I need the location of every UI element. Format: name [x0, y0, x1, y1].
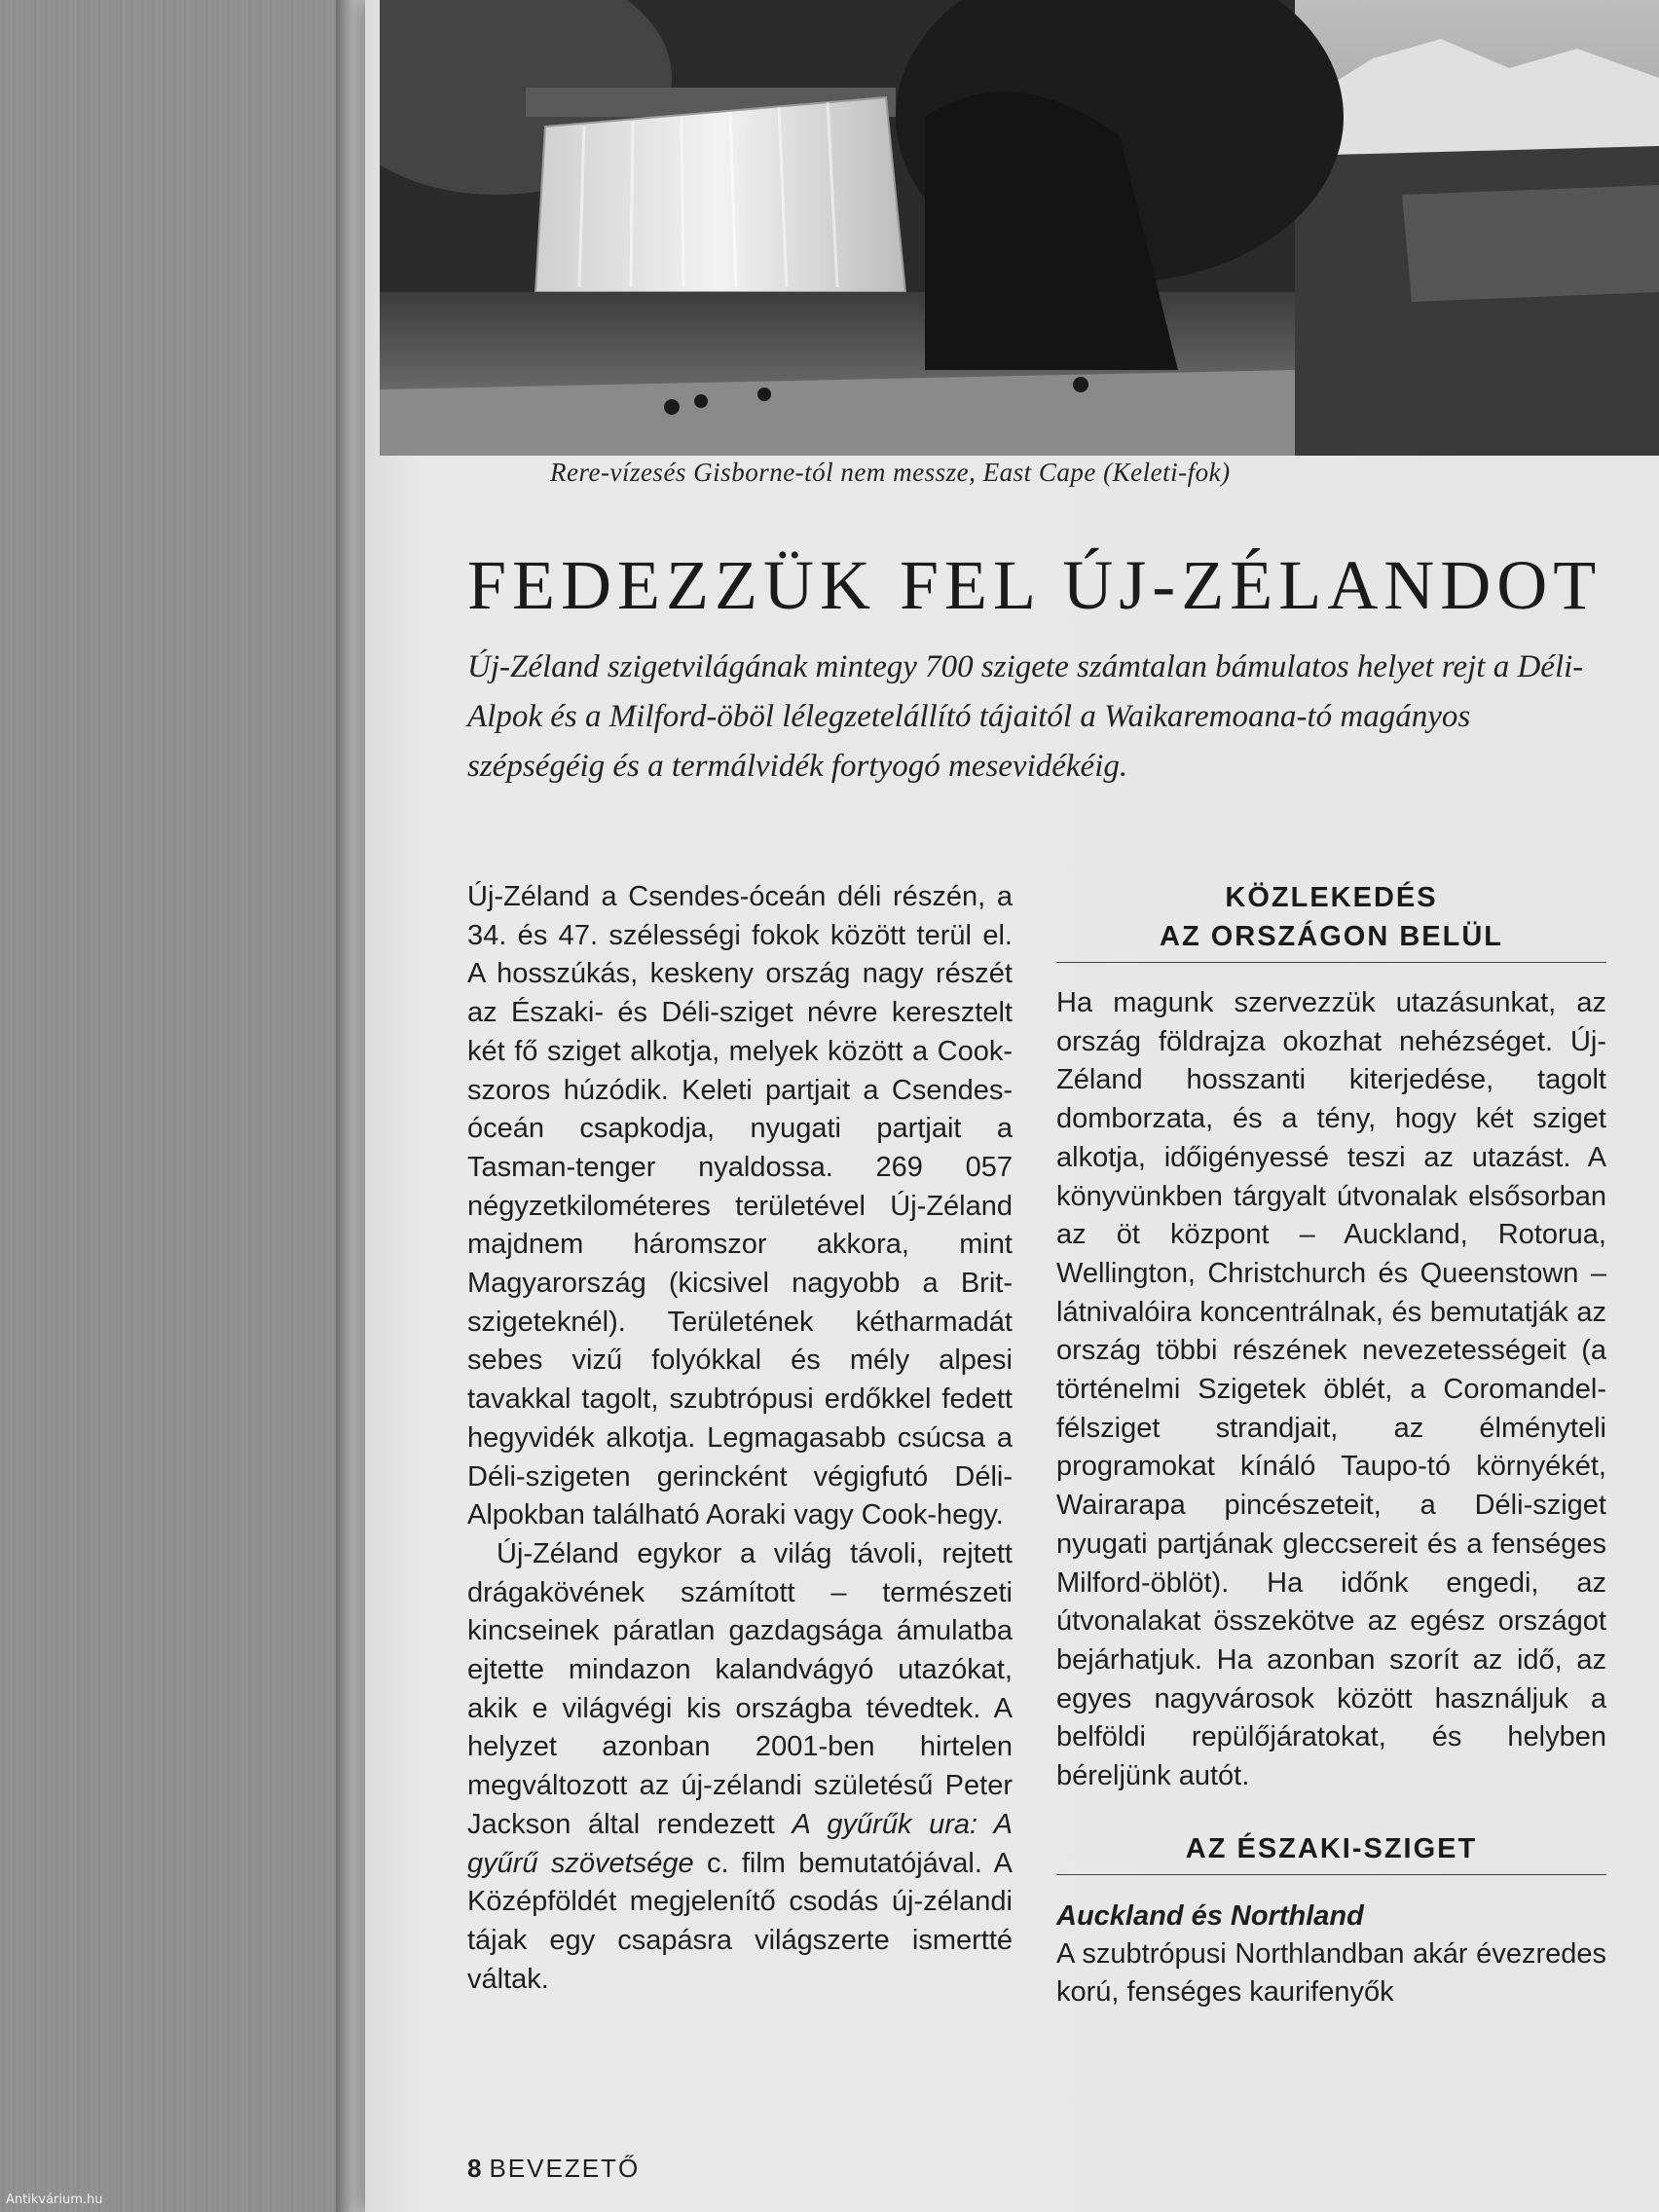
left-paragraph-2-end: c. film bemutatójával. A Középföldét megjelenítő csodás új-zélandi tájak egy csapásra világszerte ismertté váltak.	[467, 1847, 1013, 1995]
watermark: Antikvárium.hu	[6, 2193, 103, 2207]
section-heading-transport-line-2: AZ ORSZÁGON BELÜL	[1160, 921, 1503, 952]
footer-section-name: BEVEZETŐ	[489, 2154, 641, 2183]
section-heading-transport	[1056, 878, 1606, 956]
section-heading-transport-line-1: KÖZLEKEDÉS	[1225, 882, 1438, 913]
subheading-auckland: Auckland és Northland	[1056, 1899, 1364, 1932]
left-paragraph-2-start: Új-Zéland egykor a világ távoli, rejtett drágakövének számított – természeti kincseinek páratlan gazdagsága ámulatba ejtette mindazon kalandvágyó utazókat, akik e világvégi kis országba tévedtek. A helyzet azonban 2001-ben hirtelen megváltozott az új-zélandi születésű Peter Jackson által rendezett	[467, 1537, 1013, 1840]
lead-paragraph: Új-Zéland szigetvilágának mintegy 700 szigete számtalan bámulatos helyet rejt a Déli-Alpok és a Milford-öböl lélegzetelállító tájaitól a Waikaremoana-tó magányos szépségéig és a termálvidék fortyogó mesevidékéig.	[467, 649, 1584, 784]
waterfall-photo	[380, 0, 1659, 456]
film-title: A gyűrűk ura: A gyűrű szövetsége	[467, 1808, 1014, 1879]
right-column	[1056, 878, 1606, 2012]
page-footer	[467, 2154, 640, 2184]
photo-caption: Rere-vízesés Gisborne-tól nem messze, East Cape (Keleti-fok)	[550, 458, 1231, 487]
left-column	[467, 878, 1013, 1999]
section-divider	[1056, 1874, 1606, 1875]
north-island-paragraph: A szubtrópusi Northlandban akár évezredes korú, fenséges kaurifenyők	[1056, 1937, 1606, 2009]
section-divider	[1056, 962, 1606, 963]
section-heading-north-island: AZ ÉSZAKI-SZIGET	[1185, 1832, 1478, 1864]
transport-paragraph: Ha magunk szervezzük utazásunkat, az ország földrajza okozhat nehézséget. Új-Zéland hosszanti kiterjedése, tagolt domborzata, és a tény, hogy két sziget alkotja, időigényessé teszi az utazást. A könyvünkben tárgyalt útvonalak elsősorban az öt központ – Auckland, Rotorua, Wellington, Christchurch és Queenstown – látnivalóira koncentrálnak, és bemutatják az ország többi részének nevezetességeit (a történelmi Szigetek öblét, a Coromandel-félsziget strandjait, az élményteli programokat kínáló Taupo-tó környékét, Wairarapa pincészeteit, a Déli-sziget nyugati partjának gleccsereit és a fenséges Milford-öblöt). Ha időnk engedi, az útvonalakat összekötve az egész országot bejárhatjuk. Ha azonban szorít az idő, az egyes nagyvárosok között használjuk a belföldi repülőjáratokat, és helyben béreljünk autót.	[1056, 987, 1606, 1792]
page-number: 8	[467, 2154, 484, 2183]
page-title: FEDEZZÜK FEL ÚJ-ZÉLANDOT	[467, 546, 1603, 624]
left-paragraph-2	[467, 1535, 1013, 1999]
book-page	[365, 0, 1659, 2212]
left-paragraph-1: Új-Zéland a Csendes-óceán déli részén, a 34. és 47. szélességi fokok között terül el. A hosszúkás, keskeny ország nagy részét az Északi- és Déli-sziget névre keresztelt két fő sziget alkotja, melyek között a Cook-szoros húzódik. Keleti partjait a Csendes-óceán csapkodja, nyugati partjait a Tasman-tenger nyaldossa. 269 057 négyzetkilométeres területével Új-Zéland majdnem háromszor akkora, mint Magyarország (kicsivel nagyobb a Brit-szigeteknél). Területének kétharmadát sebes vizű folyókkal és mély alpesi tavakkal tagolt, szubtrópusi erdőkkel fedett hegyvidék alkotja. Legmagasabb csúcsa a Déli-szigeten gerincként végigfutó Déli-Alpokban található Aoraki vagy Cook-hegy.	[467, 881, 1013, 1531]
